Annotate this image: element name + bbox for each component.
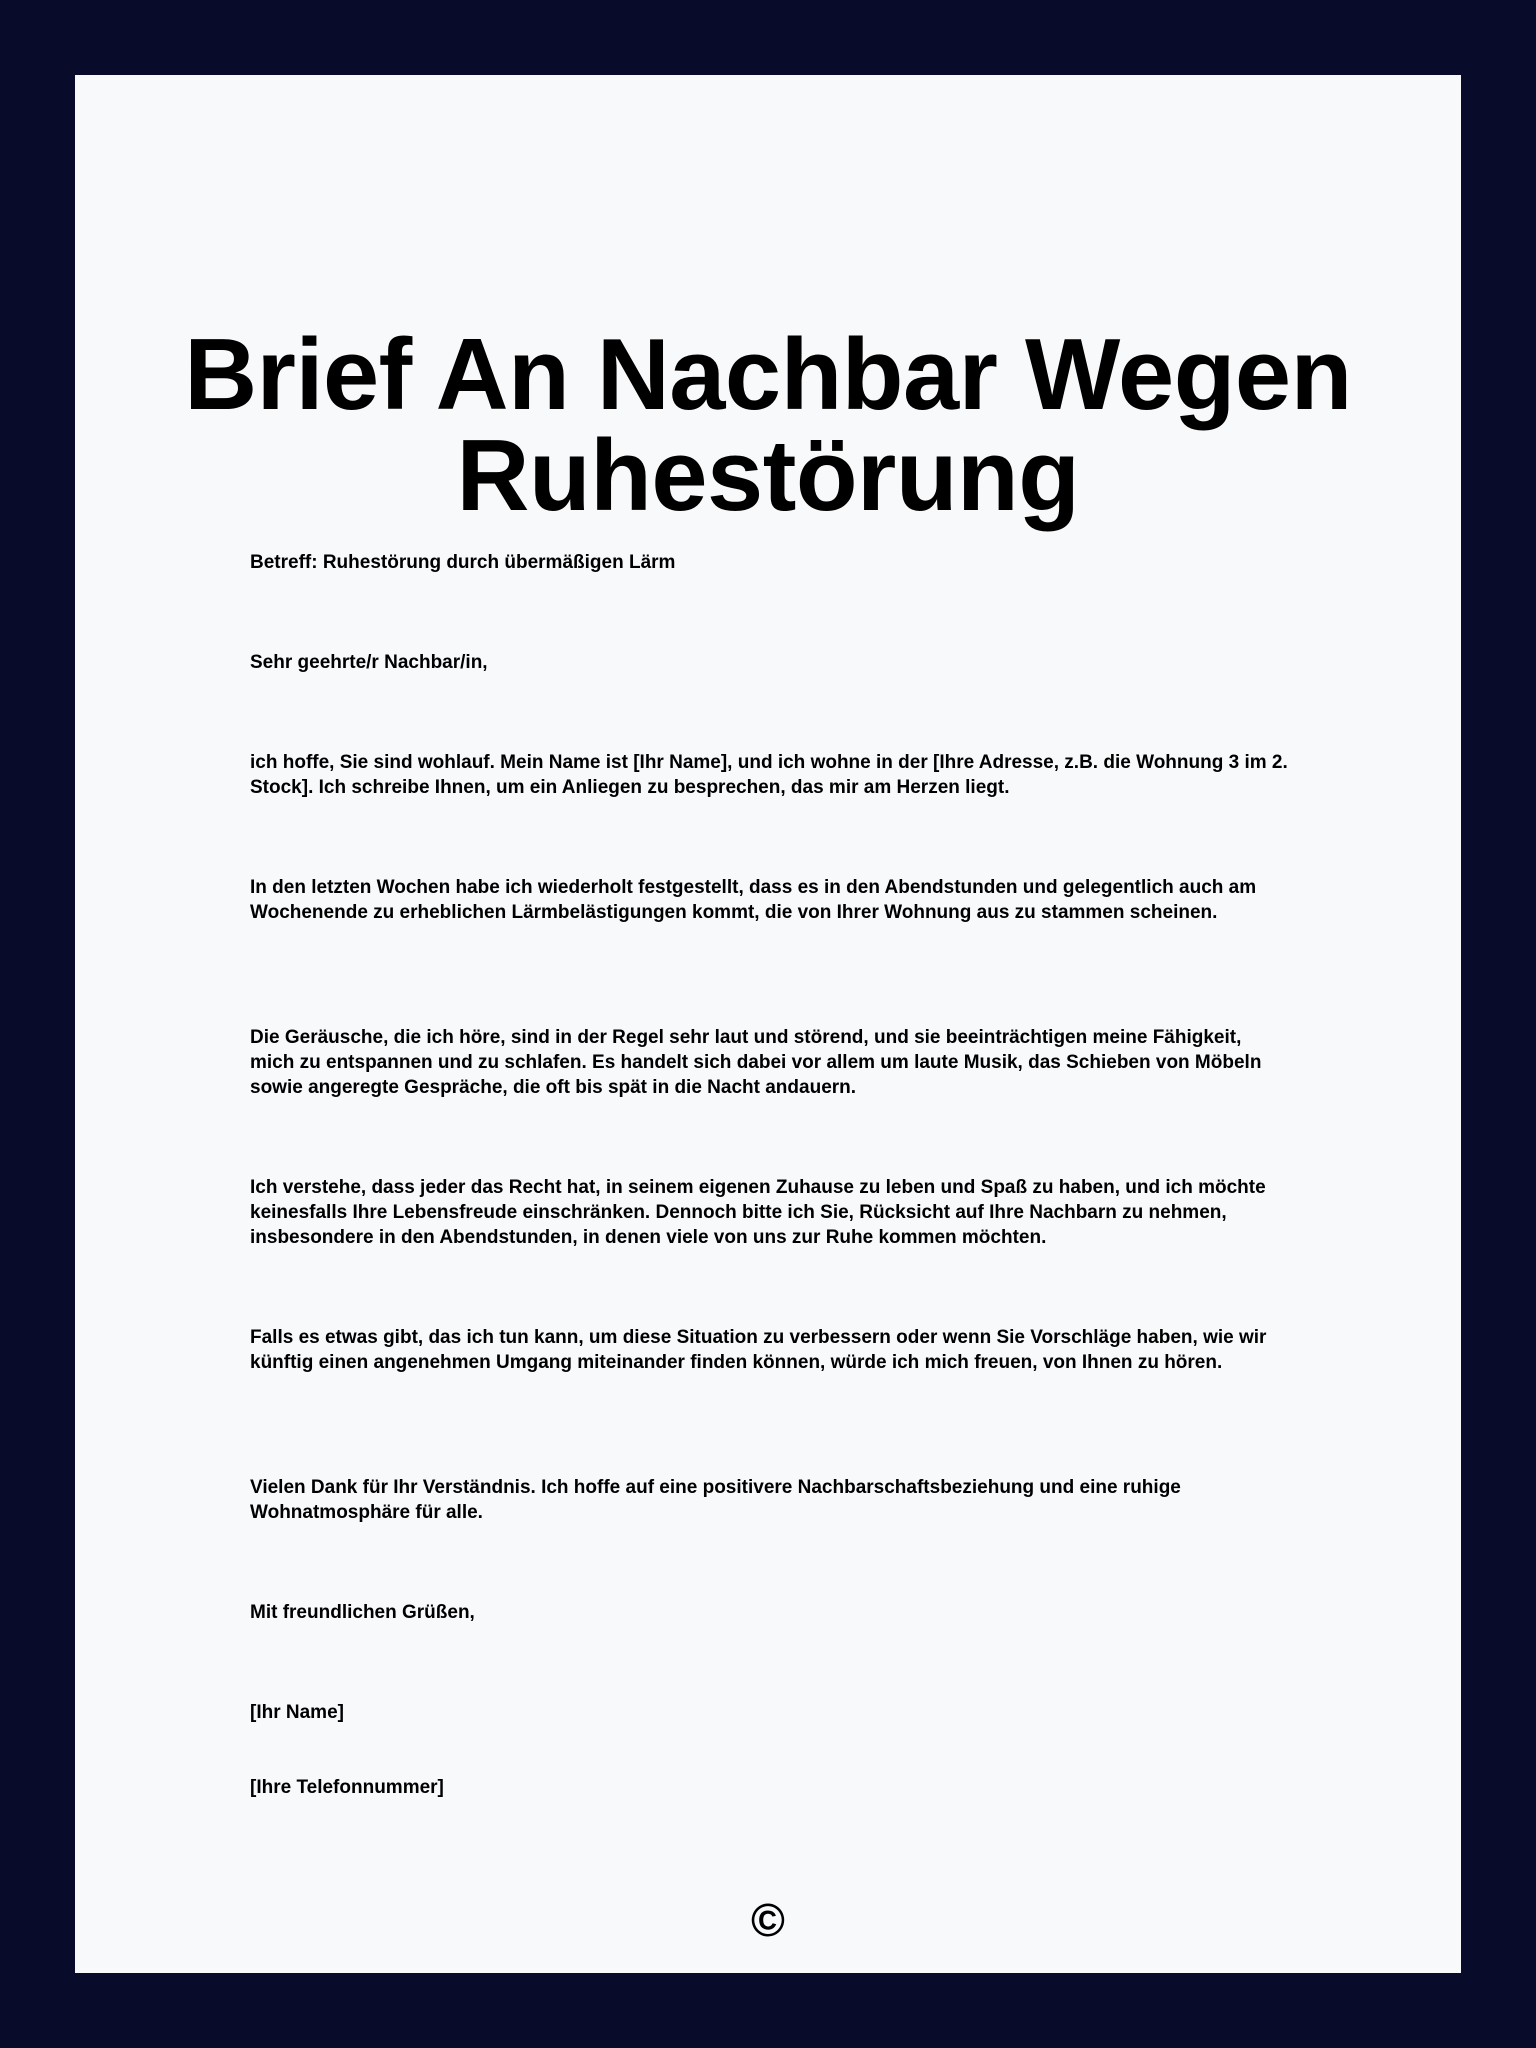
copyright-icon: © xyxy=(751,1894,785,1946)
paragraph-offer: Falls es etwas gibt, das ich tun kann, um diese Situation zu verbessern oder wenn Sie Vorschläge haben, wie wir künftig einen angenehmen Umgang miteinander finden können, würde ich mich freuen, von Ihnen zu hören. xyxy=(250,1327,1267,1373)
closing: Mit freundlichen Grüßen, xyxy=(250,1602,475,1623)
signature-name: [Ihr Name] xyxy=(250,1702,344,1723)
paragraph-intro: ich hoffe, Sie sind wohlauf. Mein Name ist [Ihr Name], und ich wohne in der [Ihre Adresse, z.B. die Wohnung 3 im 2. Stock]. Ich schreibe Ihnen, um ein Anliegen zu besprechen, das mir am Herzen liegt. xyxy=(250,752,1288,798)
paragraph-request: Ich verstehe, dass jeder das Recht hat, in seinem eigenen Zuhause zu leben und Spaß zu haben, und ich möchte keinesfalls Ihre Lebensfreude einschränken. Dennoch bitte ich Sie, Rücksicht auf Ihre Nachbarn zu nehmen, insbesondere in den Abendstunden, in denen viele von uns zur Ruhe kommen möchten. xyxy=(250,1177,1266,1248)
paragraph-observation: In den letzten Wochen habe ich wiederholt festgestellt, dass es in den Abendstunden und gelegentlich auch am Wochenende zu erheblichen Lärmbelästigungen kommt, die von Ihrer Wohnung aus zu stammen scheinen. xyxy=(250,877,1257,923)
paragraph-thanks: Vielen Dank für Ihr Verständnis. Ich hoffe auf eine positivere Nachbarschaftsbeziehung und eine ruhige Wohnatmosphäre für alle. xyxy=(250,1477,1181,1523)
paragraph-noise-description: Die Geräusche, die ich höre, sind in der Regel sehr laut und störend, und sie beeinträchtigen meine Fähigkeit, mich zu entspannen und zu schlafen. Es handelt sich dabei vor allem um laute Musik, das Schieben von Möbeln sowie angeregte Gespräche, die oft bis spät in die Nacht andauern. xyxy=(250,1027,1262,1098)
signature-phone: [Ihre Telefonnummer] xyxy=(250,1777,444,1798)
page-title: Brief An Nachbar Wegen Ruhestörung xyxy=(184,319,1352,532)
subject-line: Betreff: Ruhestörung durch übermäßigen Lärm xyxy=(250,552,676,573)
letter-page xyxy=(75,75,1461,1973)
salutation: Sehr geehrte/r Nachbar/in, xyxy=(250,652,488,673)
